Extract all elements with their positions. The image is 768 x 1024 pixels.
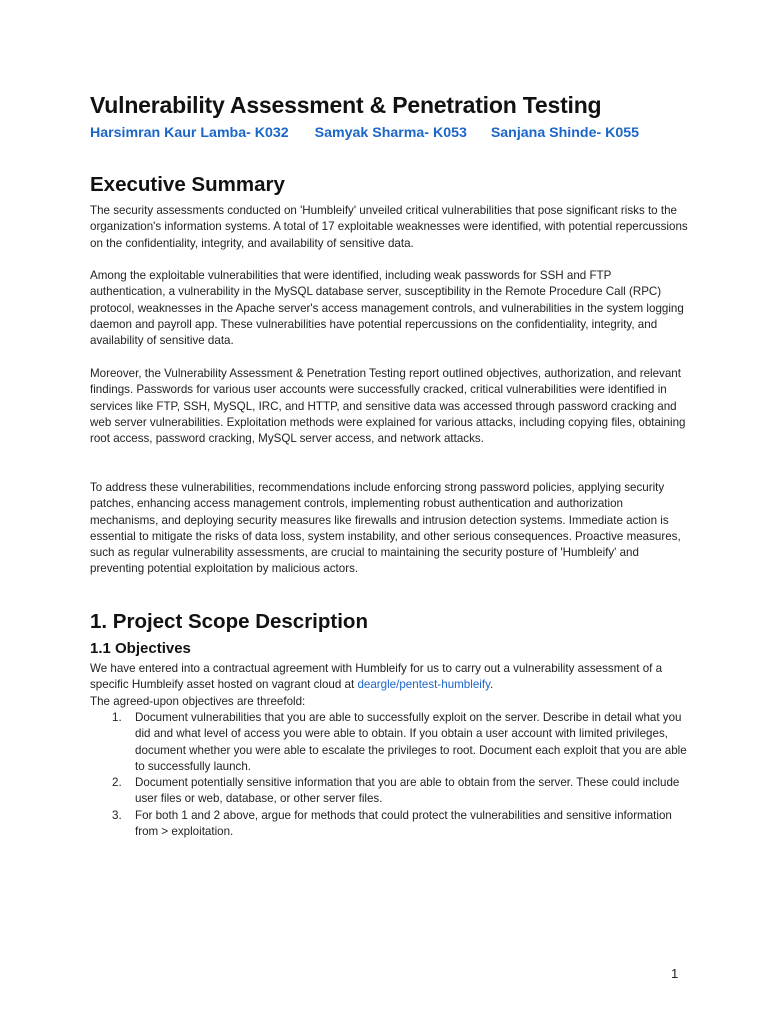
list-item-number: 1.: [112, 711, 122, 724]
list-item: [90, 710, 688, 775]
author-name: Samyak Sharma- K053: [314, 125, 467, 141]
objectives-intro: [90, 661, 688, 710]
objectives-intro-text: We have entered into a contractual agreement with Humbleify for us to carry out a vulnerability assessment of a specific Humbleify asset hosted on vagrant cloud at: [90, 662, 663, 692]
summary-paragraph: The security assessments conducted on 'Humbleify' unveiled critical vulnerabilities that pose significant risks to the organization's information systems. A total of 17 exploitable weaknesses were identified, with potential repercussions on the confidentiality, integrity, and availability of sensitive data.: [90, 204, 688, 250]
author-list: [90, 125, 639, 141]
author-name: Sanjana Shinde- K055: [490, 125, 640, 141]
summary-paragraph: Moreover, the Vulnerability Assessment & Penetration Testing report outlined objectives, authorization, and relevant findings. Passwords for various user accounts were successfully cracked, critical vulnerabilities were identified in services like FTP, SSH, MySQL, IRC, and HTTP, and sensitive data was accessed through password cracking and web server vulnerabilities. Exploitation methods were explained for various attacks, including copying files, obtaining root access, password cracking, MySQL server access, and network attacks.: [90, 367, 686, 446]
summary-paragraph: Among the exploitable vulnerabilities that were identified, including weak passwords for SSH and FTP authentication, a vulnerability in the MySQL database server, susceptibility in the Remote Procedure Call (RPC) protocol, weaknesses in the Apache server's access management controls, and vulnerabilities in the system logging daemon and payroll app. These vulnerabilities have potential repercussions on the confidentiality, integrity, and availability of sensitive data.: [90, 269, 684, 348]
project-scope-heading: 1. Project Scope Description: [90, 610, 368, 633]
list-item: [90, 775, 688, 808]
executive-summary-heading: Executive Summary: [90, 173, 285, 196]
vagrant-box-link[interactable]: deargle/pentest-humbleify: [357, 678, 490, 692]
objectives-list: [90, 710, 688, 840]
summary-paragraph: To address these vulnerabilities, recommendations include enforcing strong password policies, applying security patches, enhancing access management controls, implementing robust authentication and authorization mechanisms, and deploying security measures like firewalls and intrusion detection systems. Immediate action is essential to mitigate the risks of data loss, system instability, and other serious consequences. Proactive measures, such as regular vulnerability assessments, are crucial to maintaining the security posture of 'Humbleify' and preventing potential exploitation by malicious actors.: [90, 481, 681, 576]
objectives-intro-end: .: [490, 678, 494, 692]
document-title: Vulnerability Assessment & Penetration Testing: [90, 92, 602, 118]
list-item-text: Document potentially sensitive information that you are able to obtain from the server. These could include user files or web, database, or other server files.: [135, 776, 680, 806]
list-item-number: 3.: [112, 808, 122, 822]
list-item-text: For both 1 and 2 above, argue for methods that could protect the vulnerabilities and sensitive information from > exploitation.: [135, 808, 672, 839]
objectives-lead: The agreed-upon objectives are threefold:: [90, 694, 306, 708]
author-name: Harsimran Kaur Lamba- K032: [90, 125, 289, 141]
list-item: [90, 808, 688, 841]
page-number: 1: [671, 966, 679, 981]
list-item-number: 2.: [112, 776, 122, 790]
list-item-text: Document vulnerabilities that you are able to successfully exploit on the server. Describe in detail what you did and what level of access you were able to obtain. If you obtain a user account with limited privileges, document whether you were able to escalate the privileges to root. Document each exploit that you are able to successfully launch.: [135, 711, 687, 773]
objectives-heading: 1.1 Objectives: [90, 640, 191, 657]
